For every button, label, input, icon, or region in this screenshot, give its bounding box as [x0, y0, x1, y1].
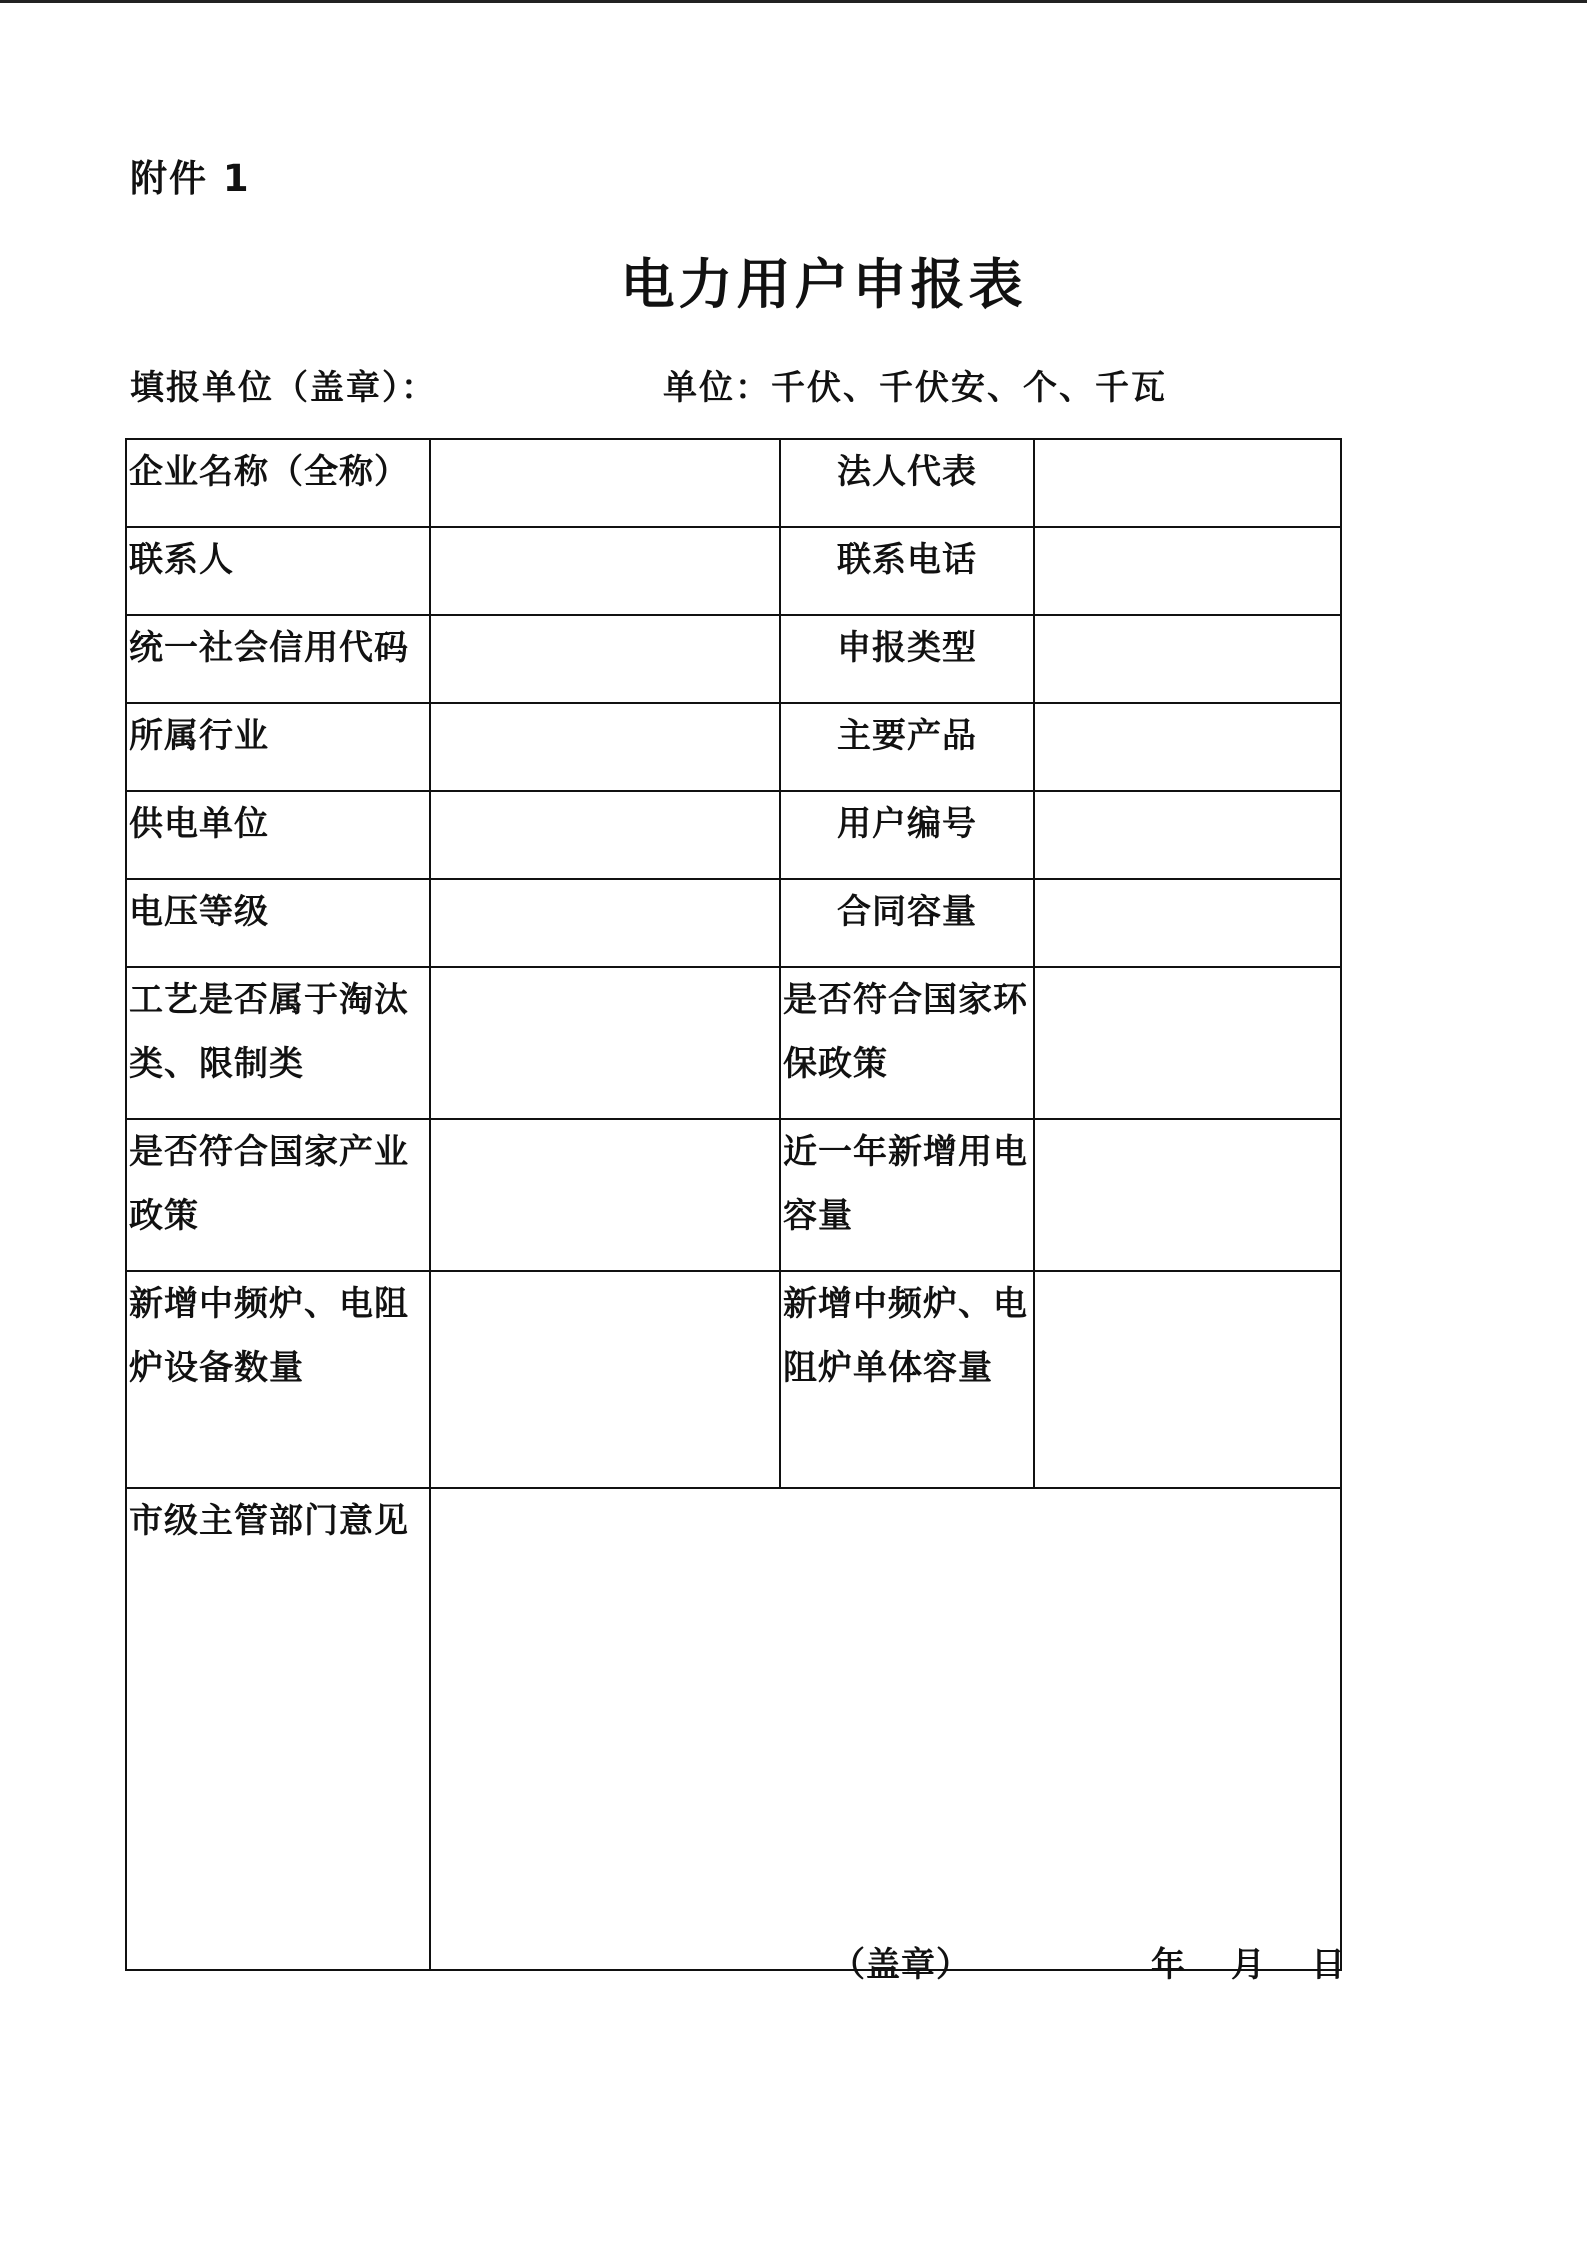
filler-unit-label: 填报单位（盖章）：: [130, 368, 437, 408]
attachment-label: 附件 1: [130, 157, 251, 200]
field-new-capacity[interactable]: [1034, 1119, 1341, 1271]
field-application-type[interactable]: [1034, 615, 1341, 703]
form-row: [126, 527, 1341, 615]
month-label: 月: [1231, 1945, 1266, 1985]
form-row: [126, 967, 1341, 1119]
form-row: [126, 791, 1341, 879]
label-industry: 所属行业: [126, 703, 430, 791]
label-industrial-policy: 是否符合国家产业政策: [126, 1119, 430, 1271]
field-authority-opinion[interactable]: [430, 1488, 1346, 1985]
label-credit-code: 统一社会信用代码: [126, 615, 430, 703]
label-main-products: 主要产品: [780, 703, 1034, 791]
label-furnace-unit-capacity: 新增中频炉、电阻炉单体容量: [780, 1271, 1034, 1488]
label-contact-person: 联系人: [126, 527, 430, 615]
form-row: [126, 703, 1341, 791]
application-form-table: [125, 438, 1346, 1985]
label-user-number: 用户编号: [780, 791, 1034, 879]
field-industrial-policy[interactable]: [430, 1119, 780, 1271]
label-application-type: 申报类型: [780, 615, 1034, 703]
field-user-number[interactable]: [1034, 791, 1341, 879]
form-row: [126, 1119, 1341, 1271]
label-environmental-policy: 是否符合国家环保政策: [780, 967, 1034, 1119]
label-company-name: 企业名称（全称）: [126, 439, 430, 527]
scan-edge: [0, 0, 1587, 3]
form-row: [126, 439, 1341, 527]
label-legal-representative: 法人代表: [780, 439, 1034, 527]
label-voltage-level: 电压等级: [126, 879, 430, 967]
form-row: [126, 1271, 1341, 1488]
stamp-label: （盖章）: [831, 1945, 971, 1985]
year-label: 年: [1151, 1945, 1186, 1985]
field-environmental-policy[interactable]: [1034, 967, 1341, 1119]
field-contact-phone[interactable]: [1034, 527, 1341, 615]
field-main-products[interactable]: [1034, 703, 1341, 791]
page-title: 电力用户申报表: [620, 253, 1027, 316]
form-row: [126, 1488, 1341, 1970]
field-industry[interactable]: [430, 703, 780, 791]
field-contract-capacity[interactable]: [1034, 879, 1341, 967]
form-row: [126, 615, 1341, 703]
label-new-capacity: 近一年新增用电容量: [780, 1119, 1034, 1271]
label-contract-capacity: 合同容量: [780, 879, 1034, 967]
field-furnace-unit-capacity[interactable]: [1034, 1271, 1341, 1488]
field-legal-representative[interactable]: [1034, 439, 1341, 527]
units-label: 单位：千伏、千伏安、个、千瓦: [663, 368, 1167, 408]
label-power-supplier: 供电单位: [126, 791, 430, 879]
field-power-supplier[interactable]: [430, 791, 780, 879]
day-label: 日: [1311, 1945, 1346, 1985]
label-contact-phone: 联系电话: [780, 527, 1034, 615]
form-row: [126, 879, 1341, 967]
label-furnace-count: 新增中频炉、电阻炉设备数量: [126, 1271, 430, 1488]
field-furnace-count[interactable]: [430, 1271, 780, 1488]
field-credit-code[interactable]: [430, 615, 780, 703]
field-contact-person[interactable]: [430, 527, 780, 615]
label-obsolete-process: 工艺是否属于淘汰类、限制类: [126, 967, 430, 1119]
field-company-name[interactable]: [430, 439, 780, 527]
label-authority-opinion: 市级主管部门意见: [126, 1488, 430, 1970]
field-obsolete-process[interactable]: [430, 967, 780, 1119]
field-voltage-level[interactable]: [430, 879, 780, 967]
